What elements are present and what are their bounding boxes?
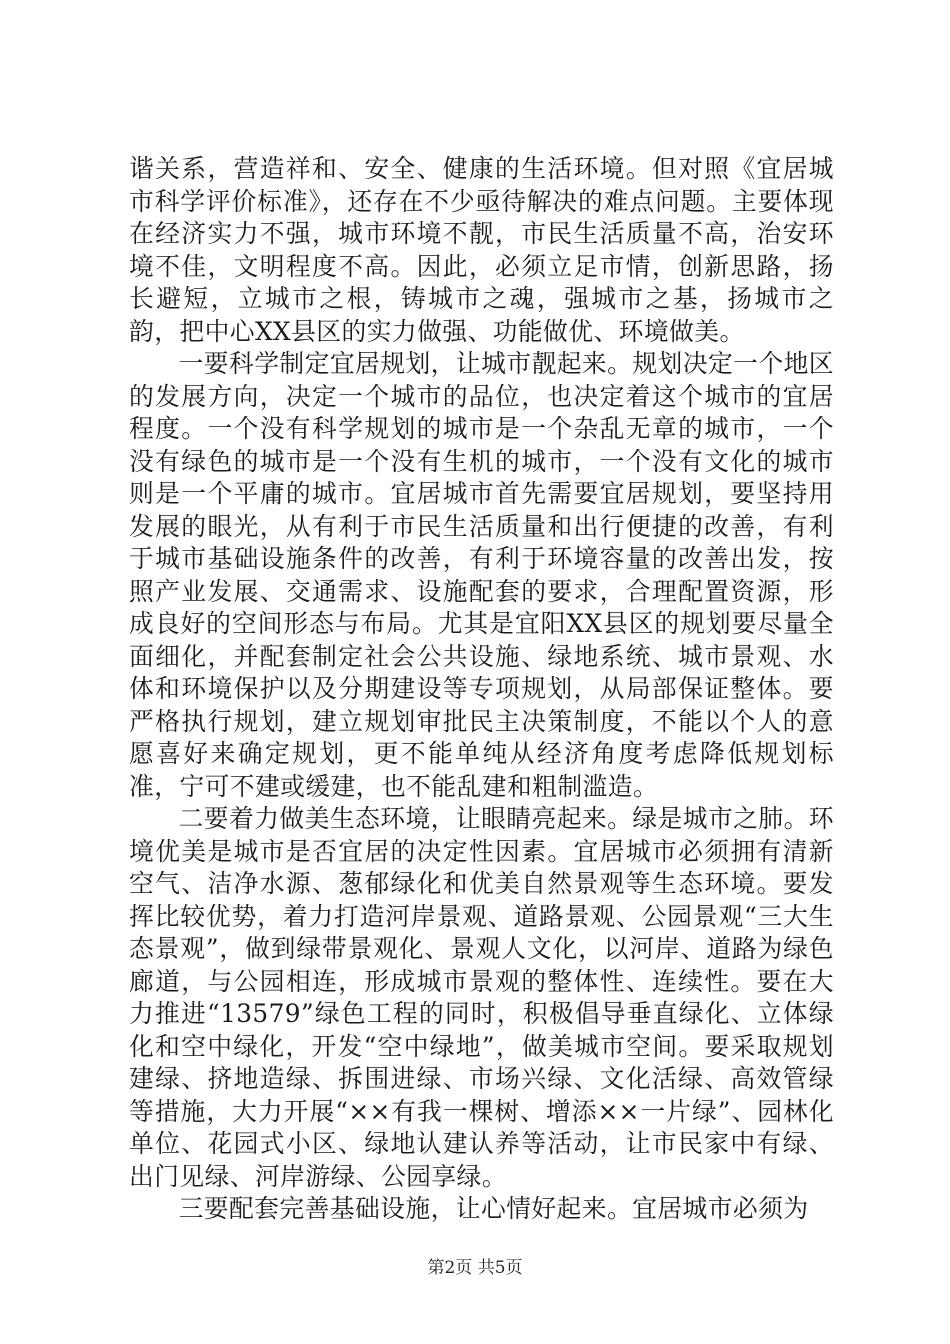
paragraph-1: 谐关系，营造祥和、安全、健康的生活环境。但对照《宜居城市科学评价标准》，还存在不少亟待解决的难点问题。主要体现在经济实力不强，城市环境不靓，市民生活质量不高，治安环境不佳，文明程度不高。因此，必须立足市情，创新思路，扬长避短，立城市之根，铸城市之魂，强城市之基，扬城市之韵，把中心XX县区的实力做强、功能做优、环境做美。: [129, 154, 834, 346]
paragraph-2: 一要科学制定宜居规划，让城市靓起来。规划决定一个地区的发展方向，决定一个城市的品位，也决定着这个城市的宜居程度。一个没有科学规划的城市是一个杂乱无章的城市，一个没有绿色的城市是一个没有生机的城市，一个没有文化的城市则是一个平庸的城市。宜居城市首先需要宜居规划，要坚持用发展的眼光，从有利于市民生活质量和出行便捷的改善，有利于城市基础设施条件的改善，有利于环境容量的改善出发，按照产业发展、交通需求、设施配套的要求，合理配置资源，形成良好的空间形态与布局。尤其是宜阳XX县区的规划要尽量全面细化，并配套制定社会公共设施、绿地系统、城市景观、水体和环境保护以及分期建设等专项规划，从局部保证整体。要严格执行规划，建立规划审批民主决策制度，不能以个人的意愿喜好来确定规划，更不能单纯从经济角度考虑降低规划标准，宁可不建或缓建，也不能乱建和粗制滥造。: [129, 349, 834, 801]
paragraph-3: 二要着力做美生态环境，让眼睛亮起来。绿是城市之肺。环境优美是城市是否宜居的决定性因素。宜居城市必须拥有清新空气、洁净水源、葱郁绿化和优美自然景观等生态环境。要发挥比较优势，着力打造河岸景观、道路景观、公园景观“三大生态景观”，做到绿带景观化、景观人文化，以河岸、道路为绿色廊道，与公园相连，形成城市景观的整体性、连续性。要在大力推进“13579”绿色工程的同时，积极倡导垂直绿化、立体绿化和空中绿化，开发“空中绿地”，做美城市空间。要采取规划建绿、挤地造绿、拆围进绿、市场兴绿、文化活绿、高效管绿等措施，大力开展“××有我一棵树、增添××一片绿”、园林化单位、花园式小区、绿地认建认养等活动，让市民家中有绿、出门见绿、河岸游绿、公园享绿。: [129, 804, 834, 1191]
document-body: [129, 153, 834, 1226]
page-footer: 第2页 共5页: [427, 1258, 523, 1278]
paragraph-4: 三要配套完善基础设施，让心情好起来。宜居城市必须为: [178, 1194, 809, 1223]
